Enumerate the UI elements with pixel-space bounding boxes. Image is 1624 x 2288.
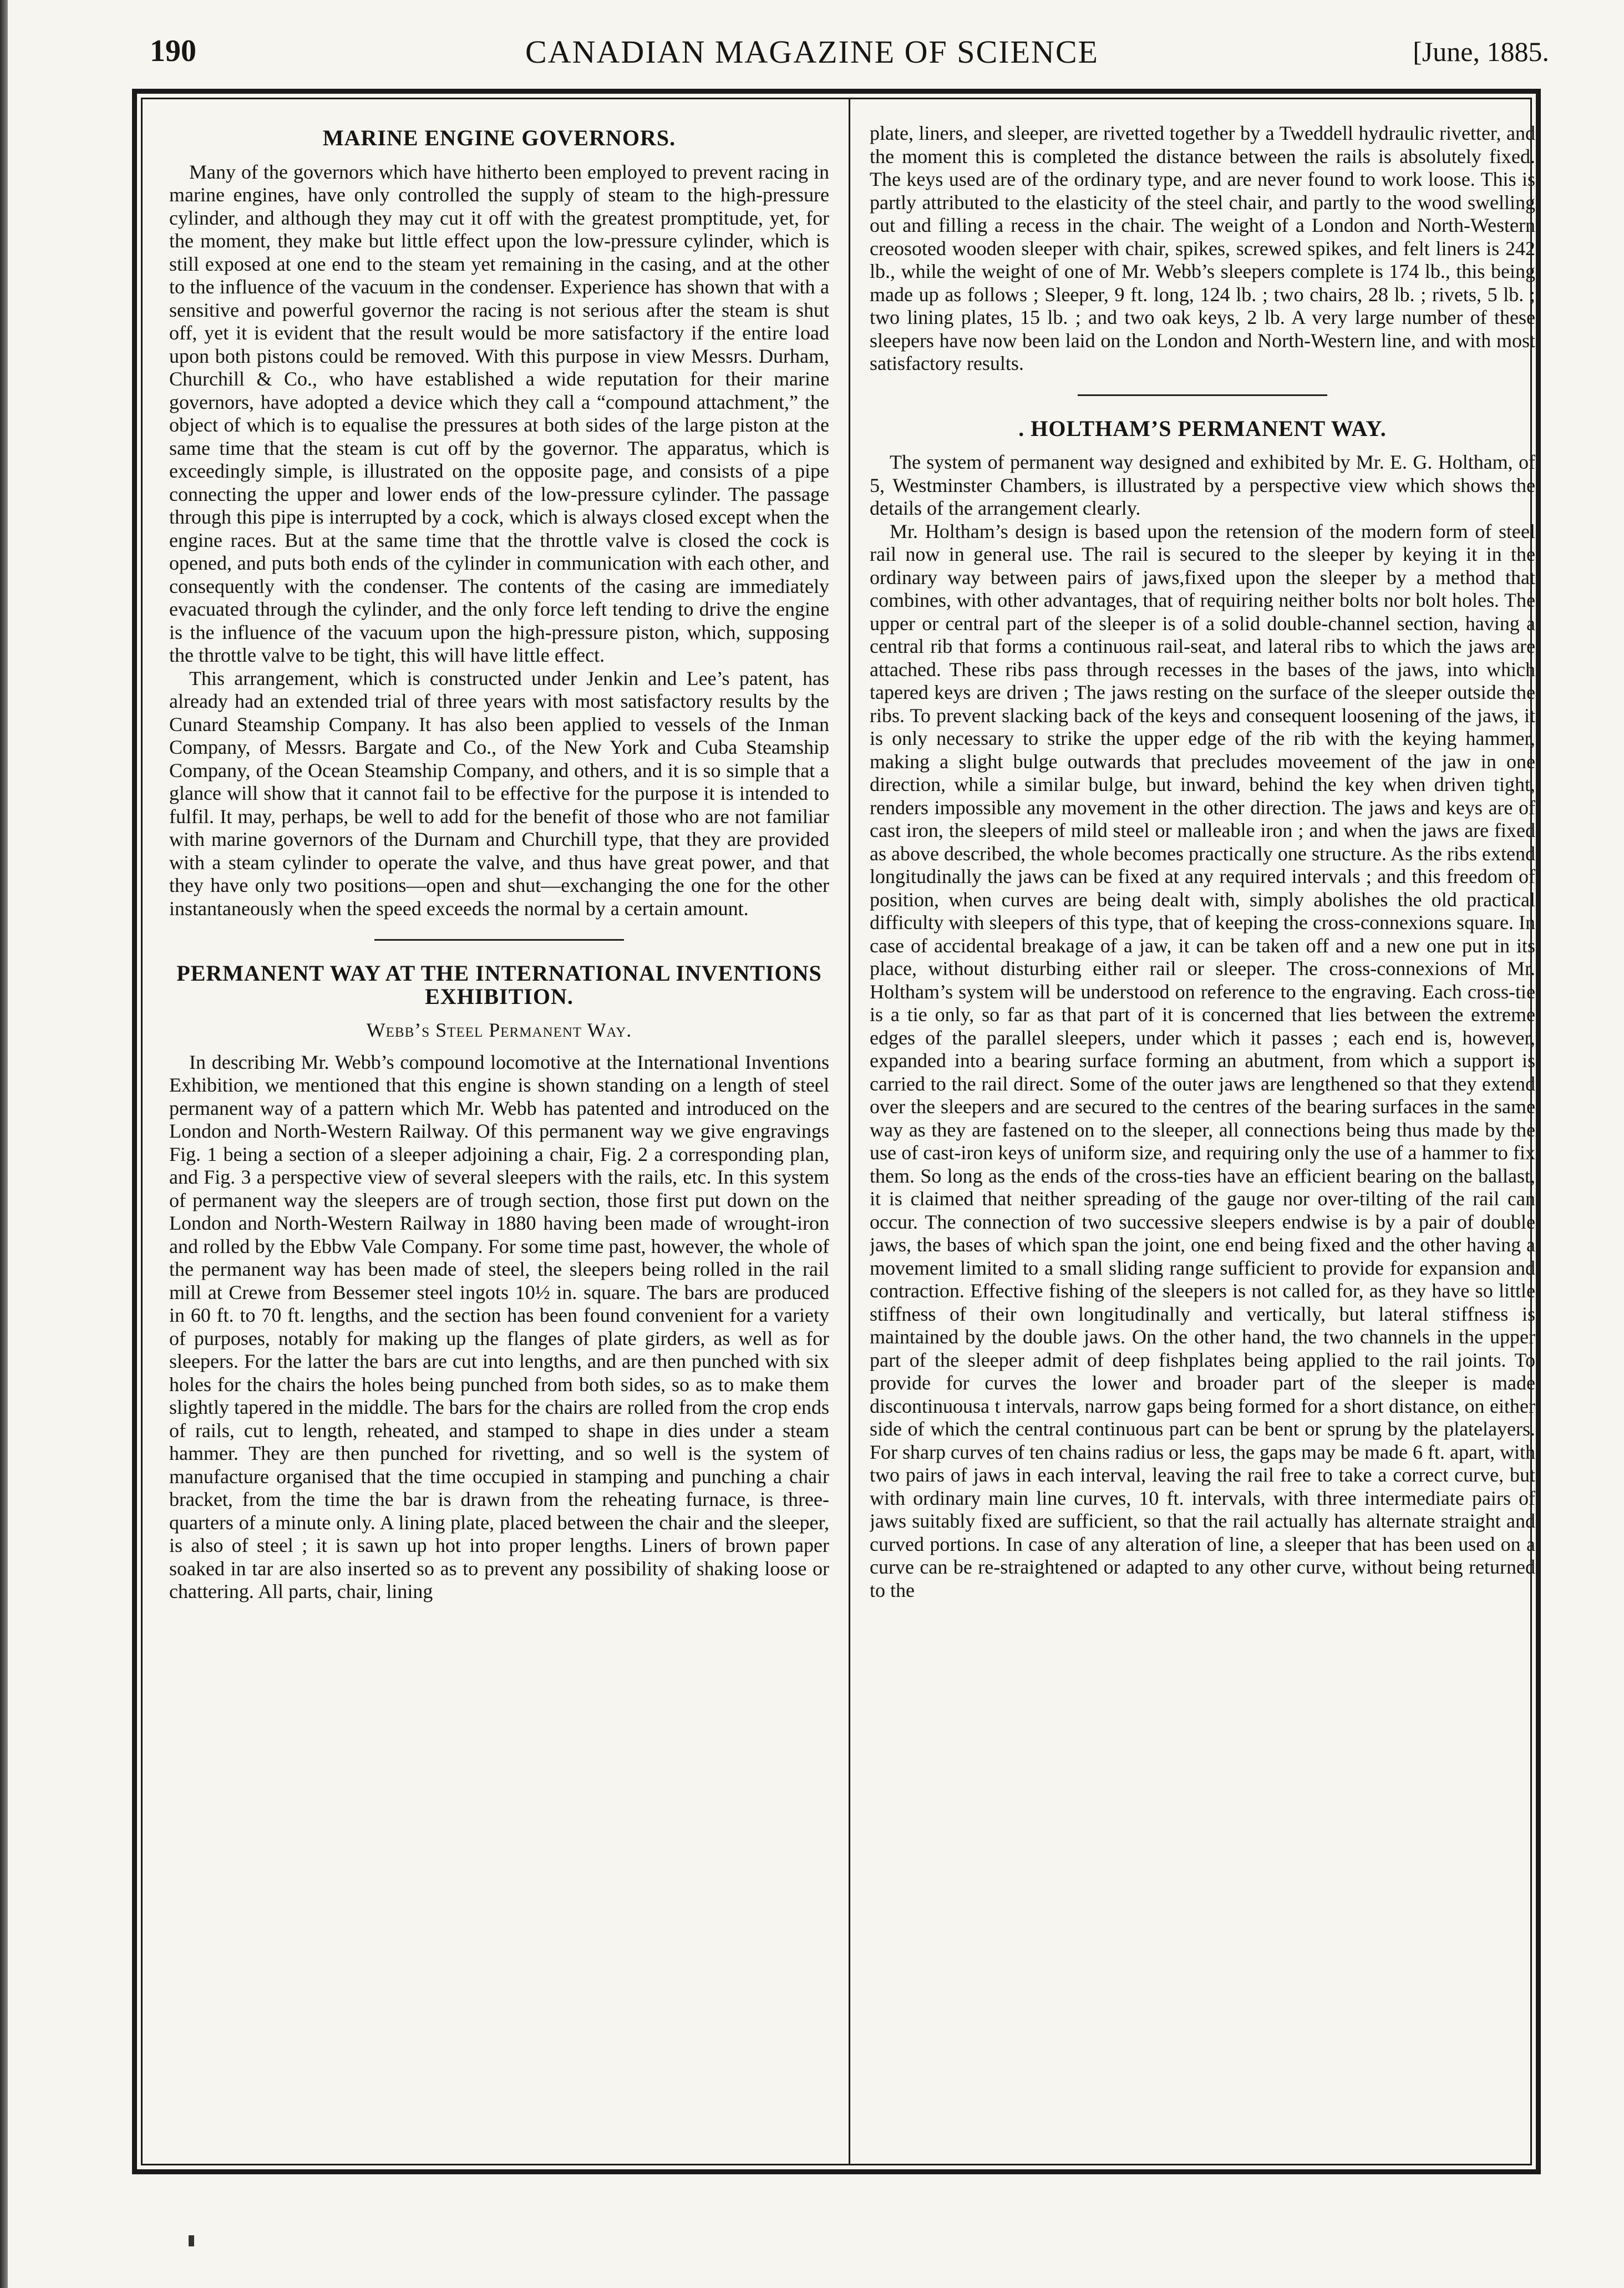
magazine-title: CANADIAN MAGAZINE OF SCIENCE <box>525 34 1099 70</box>
printer-mark <box>189 2235 194 2246</box>
section-divider <box>374 939 624 941</box>
page-number: 190 <box>150 34 196 68</box>
continued-paragraph: plate, liners, and sleeper, are rivetted together by a Tweddell hydraulic rivetter, and the moment this is completed the distance between the rails is absolutely fixed. The keys used are of the ordinary type, and are never found to work loose. This is partly attributed to the elasticity of the steel chair, and partly to the wood swelling out and filling a recess in the chair. The weight of a London and North-Western creosoted wooden sleeper with chair, spikes, screwed spikes, and felt liners is 242 lb., while the weight of one of Mr. Webb’s sleepers complete is 174 lb., this being made up as follows ; Sleeper, 9 ft. long, 124 lb. ; two chairs, 28 lb. ; rivets, 5 lb. ; two lining plates, 15 lb. ; and two oak keys, 2 lb. A very large number of these sleepers have now been laid on the London and North-Western line, and with most satisfactory results. <box>870 122 1535 374</box>
column-divider <box>849 98 850 2165</box>
right-column <box>870 122 1535 2152</box>
issue-date: [June, 1885. <box>1413 36 1549 67</box>
article-paragraph: The system of permanent way designed and exhibited by Mr. E. G. Holtham, of 5, Westminster Chambers, is illustrated by a perspective view which shows the details of the arrangement clearly. <box>870 451 1535 519</box>
article-heading: MARINE ENGINE GOVERNORS. <box>322 125 676 150</box>
article-subheading: Webb’s Steel Permanent Way. <box>366 1019 632 1041</box>
running-header <box>0 22 1624 83</box>
article-permanent-way <box>169 962 829 1604</box>
article-holtham-permanent-way <box>870 417 1535 1602</box>
article-paragraph: This arrangement, which is constructed under Jenkin and Lee’s patent, has already had an extended trial of three years with most satisfactory results by the Cunard Steamship Company. It has also been applied to vessels of the Inman Company, of Messrs. Bargate and Co., of the New York and Cuba Steamship Company, of the Ocean Steamship Company, and others, and it is so simple that a glance will show that it cannot fail to be effective for the purpose it is intended to fulfil. It may, perhaps, be well to add for the benefit of those who are not familiar with marine governors of the Durnam and Churchill type, that they are provided with a steam cylinder to operate the valve, and thus have great power, and that they have only two positions—open and shut—exchanging the one for the other instantaneously when the speed exceeds the normal by a certain amount. <box>169 667 829 920</box>
page-edge-shadow <box>0 0 8 2288</box>
article-marine-engine-governors <box>169 126 829 920</box>
section-divider <box>1078 394 1327 396</box>
article-heading: . HOLTHAM’S PERMANENT WAY. <box>1018 415 1387 441</box>
article-paragraph: Mr. Holtham’s design is based upon the retension of the modern form of steel rail now in general use. The rail is secured to the sleeper by keying it in the ordinary way between pairs of jaws,fixed upon the sleeper by a method that combines, with other advantages, that of requiring neither bolts nor bolt holes. The upper or central part of the sleeper is of a solid double-channel section, having a central rib that forms a continuous rail-seat, and lateral ribs to which the jaws are attached. These ribs pass through recesses in the bases of the jaws, into which tapered keys are driven ; The jaws resting on the surface of the sleeper outside the ribs. To prevent slacking back of the keys and consequent loosening of the jaws, it is only necessary to strike the upper edge of the rib with the keying hammer, making a slight bulge outwards that precludes moveement of the jaw in one direction, while a similar bulge, but inward, behind the key when driven tight, renders impossible any movement in the other direction. The jaws and keys are of cast iron, the sleepers of mild steel or malleable iron ; and when the jaws are fixed as above described, the whole becomes practically one structure. As the ribs extend longitudinally the jaws can be fixed at any required intervals ; and this freedom of position, when curves are being dealt with, simply abolishes the old practical difficulty with sleepers of this type, that of keeping the cross-connexions square. In case of accidental breakage of a jaw, it can be taken off and a new one put in its place, without disturbing either rail or sleeper. The cross-connexions of Mr. Holtham’s system will be understood on reference to the engraving. Each cross-tie is a tie only, so far as that part of it is concerned that lies between the extreme edges of the parallel sleepers, under which it passes ; each end is, however, expanded into a bearing surface forming an abutment, from which a support is carried to the rail direct. Some of the outer jaws are lengthened so that they extend over the sleepers and are secured to the centres of the bearing surfaces in the same way as they are fastened on to the sleeper, all connections being thus made by the use of cast-iron keys of uniform size, and requiring only the use of a hammer to fix them. So long as the ends of the cross-ties have an efficient bearing on the ballast, it is claimed that neither spreading of the gauge nor over-tilting of the rail can occur. The connection of two successive sleepers endwise is by a pair of double jaws, the bases of which span the joint, one end being fixed and the other having a movement limited to a small sliding range sufficient to provide for expansion and contraction. Effective fishing of the sleepers is not called for, as they have so little stiffness of their own longitudinally and vertically, but lateral stiffness is maintained by the double jaws. On the other hand, the two channels in the upper part of the sleeper admit of deep fishplates being applied to the rail joints. To provide for curves the lower and broader part of the sleeper is made discontinuousa t intervals, narrow gaps being formed for a short distance, on either side of which the central continuous part can be bent or sprung by the platelayers. For sharp curves of ten chains radius or less, the gaps may be made 6 ft. apart, with two pairs of jaws in each interval, leaving the rail free to take a correct curve, but with ordinary main line curves, 10 ft. intervals, with three intermediate pairs of jaws suitably fixed are sufficient, so that the rail actually has alternate straight and curved portions. In case of any alteration of line, a sleeper that has been used on a curve can be re-straightened or adapted to any other curve, without being returned to the <box>870 520 1535 1601</box>
article-heading: PERMANENT WAY AT THE INTERNATIONAL INVENTIONS EXHIBITION. <box>176 961 822 1009</box>
article-paragraph: In describing Mr. Webb’s compound locomotive at the International Inventions Exhibition, we mentioned that this engine is shown standing on a length of steel permanent way of a pattern which Mr. Webb has patented and introduced on the London and North-Western Railway. Of this permanent way we give engravings Fig. 1 being a section of a sleeper adjoining a chair, Fig. 2 a corresponding plan, and Fig. 3 a perspective view of several sleepers with the rails, etc. In this system of permanent way the sleepers are of trough section, those first put down on the London and North-Western Railway in 1880 having been made of wrought-iron and rolled by the Ebbw Vale Company. For some time past, however, the whole of the permanent way has been made of steel, the sleepers being rolled in the rail mill at Crewe from Bessemer steel ingots 10½ in. square. The bars are produced in 60 ft. to 70 ft. lengths, and the section has been found convenient for a variety of purposes, notably for making up the flanges of plate girders, as well as for sleepers. For the latter the bars are cut into lengths, and are then punched with six holes for the chairs the holes being punched from both sides, so as to make them slightly tapered in the middle. The bars for the chairs are rolled from the crop ends of rails, cut to length, reheated, and stamped to shape in dies under a steam hammer. They are then punched for rivetting, and so well is the system of manufacture organised that the time occupied in stamping and punching a chair bracket, from the time the bar is drawn from the reheating furnace, is three-quarters of a minute only. A lining plate, placed between the chair and the sleeper, is also of steel ; it is sawn up hot into proper lengths. Liners of brown paper soaked in tar are also inserted so as to prevent any possibility of shaking loose or chattering. All parts, chair, lining <box>169 1051 829 1602</box>
left-column <box>169 122 829 2152</box>
article-paragraph: Many of the governors which have hitherto been employed to prevent racing in marine engines, have only controlled the supply of steam to the high-pressure cylinder, and although they may cut it off with the greatest promptitude, yet, for the moment, they make but little effect upon the low-pressure cylinder, which is still exposed at one end to the steam yet remaining in the casing, and at the other to the influence of the vacuum in the condenser. Experience has shown that with a sensitive and powerful governor the racing is not serious after the steam is shut off, yet it is evident that the result would be more satisfactory if the entire load upon both pistons could be removed. With this purpose in view Messrs. Durham, Churchill & Co., who have established a wide reputation for their marine governors, have adopted a device which they call a “compound attachment,” the object of which is to equalise the pressures at both sides of the large piston at the same time that the steam is cut off by the governor. The apparatus, which is exceedingly simple, is illustrated on the opposite page, and consists of a pipe connecting the upper and lower ends of the low-pressure cylinder. The passage through this pipe is interrupted by a cock, which is always closed except when the engine races. But at the same time that the throttle valve is closed the cock is opened, and puts both ends of the cylinder in communication with each other, and consequently with the condenser. The contents of the casing are immediately evacuated through the cylinder, and the only force left tending to drive the engine is the influence of the vacuum upon the high-pressure piston, which, supposing the throttle valve to be tight, this will have little effect. <box>169 160 829 666</box>
